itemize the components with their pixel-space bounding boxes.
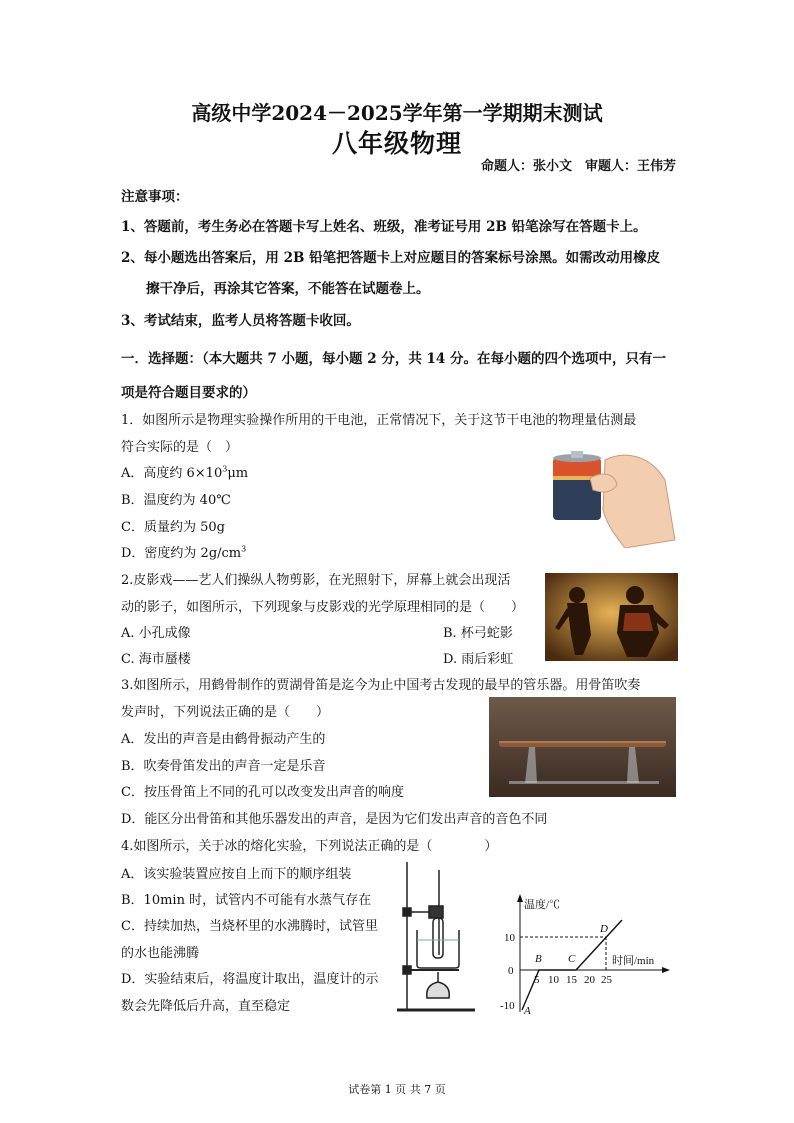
note-item-2-cont: 擦干净后，再涂其它答案，不能答在试题卷上。 [146, 281, 430, 297]
graph-ytick-0: 0 [508, 965, 514, 977]
graph-xtick-15: 15 [566, 974, 577, 986]
graph-ytick-neg10: -10 [500, 1000, 515, 1012]
graph-point-b: B [535, 953, 542, 965]
q1-a-exp: 3 [222, 464, 228, 474]
q1-a-text: A．高度约 6×10 [121, 466, 223, 481]
q1-option-a [121, 462, 248, 481]
q3-stem: 3.如图所示，用鹤骨制作的贾湖骨笛是迄今为止中国考古发现的最早的管乐器。用骨笛吹奏 [121, 678, 641, 693]
q1-stem: 1．如图所示是物理实验操作所用的干电池，正常情况下，关于这节干电池的物理量估测最 [121, 413, 637, 428]
q1-d-exp: 3 [241, 544, 247, 554]
melting-apparatus-image [395, 860, 485, 1020]
notes-heading: 注意事项： [121, 189, 189, 205]
q1-a-unit: μm [227, 466, 249, 481]
q4-option-c: C．持续加热，当烧杯里的水沸腾时，试管里 [121, 919, 378, 934]
graph-x-label: 时间/min [612, 955, 655, 967]
note-item-1: 1、答题前，考生务必在答题卡写上姓名、班级，准考证号用 2B 铅笔涂写在答题卡上。 [121, 219, 647, 235]
q3-option-b: B．吹奏骨笛发出的声音一定是乐音 [121, 759, 326, 774]
section-heading-cont: 项是符合题目要求的） [121, 385, 256, 401]
q4-option-a: A．该实验装置应按自上而下的顺序组装 [121, 867, 352, 882]
graph-xtick-10: 10 [548, 974, 559, 986]
graph-y-arrow [517, 894, 523, 902]
graph-y-label: 温度/℃ [524, 899, 561, 911]
q1-option-b: B．温度约为 40℃ [121, 493, 231, 508]
q2-stem-cont: 动的影子，如图所示，下列现象与皮影戏的光学原理相同的是（ ） [121, 600, 525, 615]
exam-title: 高级中学2024－2025学年第一学期期末测试 [191, 101, 603, 125]
q2-option-a: A. 小孔成像 [121, 626, 191, 641]
q2-stem: 2.皮影戏——艺人们操纵人物剪影，在光照射下，屏幕上就会出现活 [121, 573, 511, 588]
page-footer: 试卷第 1 页 共 7 页 [348, 1083, 446, 1096]
shadow-puppet-image [545, 573, 678, 661]
q4-option-b: B．10min 时，试管内不可能有水蒸气存在 [121, 893, 372, 908]
section-heading: 一．选择题：（本大题共 7 小题，每小题 2 分，共 14 分。在每小题的四个选项中，只有一 [121, 351, 667, 367]
melting-graph [494, 890, 676, 1018]
note-item-3: 3、考试结束，监考人员将答题卡收回。 [121, 313, 360, 329]
q4-option-d: D．实验结束后，将温度计取出，温度计的示 [121, 972, 379, 987]
q4-stem: 4.如图所示，关于冰的熔化实验，下列说法正确的是（ ） [121, 839, 498, 854]
q4-option-d-cont: 数会先降低后升高，直至稳定 [121, 999, 291, 1014]
graph-xtick-20: 20 [584, 974, 595, 986]
graph-point-c: C [568, 953, 576, 965]
graph-xtick-25: 25 [601, 974, 612, 986]
graph-ytick-10: 10 [504, 932, 515, 944]
q1-option-c: C．质量约为 50g [121, 520, 225, 535]
graph-xtick-5: 5 [534, 974, 540, 986]
q3-stem-cont: 发声时，下列说法正确的是（ ） [121, 705, 330, 720]
q2-option-c: C. 海市蜃楼 [121, 652, 191, 667]
graph-point-d: D [600, 923, 608, 935]
q4-option-c-cont: 的水也能沸腾 [121, 946, 200, 961]
q1-stem-cont: 符合实际的是（ ） [121, 440, 239, 455]
exam-subtitle: 八年级物理 [331, 129, 462, 158]
q3-option-c: C．按压骨笛上不同的孔可以改变发出声音的响度 [121, 785, 404, 800]
q3-option-a: A．发出的声音是由鹤骨振动产生的 [121, 732, 326, 747]
q1-d-text: D．密度约为 2g/cm [121, 546, 242, 561]
note-item-2: 2、每小题选出答案后，用 2B 铅笔把答题卡上对应题目的答案标号涂黑。如需改动用橡皮 [121, 250, 661, 266]
q2-option-b: B. 杯弓蛇影 [443, 626, 513, 641]
q3-option-d: D．能区分出骨笛和其他乐器发出的声音，是因为它们发出声音的音色不同 [121, 812, 548, 827]
graph-point-a: A [524, 1005, 531, 1017]
exam-authors: 命题人：张小文 审题人：王伟芳 [480, 159, 676, 174]
bone-flute-image [489, 697, 676, 797]
q1-option-d [121, 542, 246, 561]
battery-hand-image [545, 440, 677, 548]
graph-x-arrow [662, 967, 670, 973]
q2-option-d: D. 雨后彩虹 [443, 652, 514, 667]
